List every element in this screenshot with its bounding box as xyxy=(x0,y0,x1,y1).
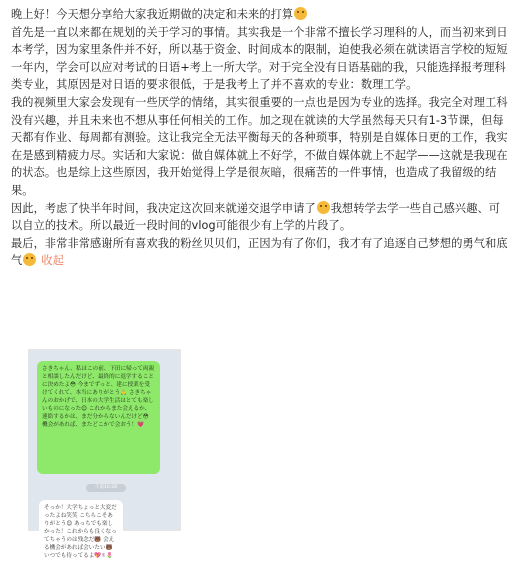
chat-message-sent: さきちゃん、私はこの前、下田に帰って両親と相談したんだけど、最終的に退学することに決めたよ😳 今までずっと、建に授業を受けてくれて、本当にありがとう🙏 さきちゃんのおかげで、日本の大学生活はとても楽しいものになった😊 これからまた会えるか、連絡するかは、まだ分からないんだけど😳 機会があれば、またどこかで会おう！💗 xyxy=(37,361,160,474)
post-paragraph-1: 首先是一直以来都在规划的关于学习的事情。其实我是一个非常不擅长学习理科的人，而当初来到日本考学，因为家里条件并不好，所以基于资金、时间成本的限制，迫使我必须在就读语言学校的短短一年内，学会可以应对考试的日语+考上一所大学。对于完全没有日语基础的我，只能选择报考理科类专业，其原因是对日语的要求很低，于是我考上了并不喜欢的专业：数理工学。 xyxy=(11,25,508,92)
post-paragraph-2: 我的视频里大家会发现有一些厌学的情绪，其实很重要的一点也是因为专业的选择。我完全对理工科没有兴趣，并且未来也不想从事任何相关的工作。加之现在就读的大学虽然每天只有1-3节课，但每天都有作业、每周都有测验。这让我完全无法平衡每天的各种琐事，特别是自媒体日更的工作，我实在是感到精疲力尽。实话和大家说：做自媒体就上不好学，不做自媒体就上不起学——这就是我现在的状态。也是综上这些原因，我开始觉得上学是很灰暗，很痛苦的一件事情，也造成了我留级的结果。 xyxy=(11,95,508,197)
smile-emoji-icon xyxy=(294,7,307,20)
collapse-link[interactable]: 收起 xyxy=(41,254,64,268)
chat-timestamp: 午前10:28 xyxy=(86,484,126,492)
post-paragraph-4: 最后，非常非常感谢所有喜欢我的粉丝贝贝们，正因为有了你们，我才有了追逐自己梦想的勇气和底气 收起 xyxy=(11,236,508,268)
chat-message-received: そっか！大学ちょっと大変だったよね笑笑 こちらこそありがとう😊 あっちでも楽しかった！これからも良くなってちゃうのは残念だ🐻 会える機会があれば会いたい🐻 いつでも待ってるよ💖✌🌷 xyxy=(39,500,123,574)
post-paragraph-3: 因此，考虑了快半年时间，我决定这次回来就递交退学申请了 我想转学去学一些自己感兴趣、可以自立的技术。所以最近一段时间的vlog可能很少有上学的片段了。 xyxy=(11,201,501,233)
grin-emoji-icon xyxy=(317,201,330,214)
post-greeting: 晚上好！今天想分享给大家我近期做的决定和未来的打算 xyxy=(11,6,509,24)
smile-emoji-icon xyxy=(23,253,36,266)
post-body xyxy=(11,6,509,270)
chat-screenshot-image[interactable] xyxy=(28,349,181,559)
